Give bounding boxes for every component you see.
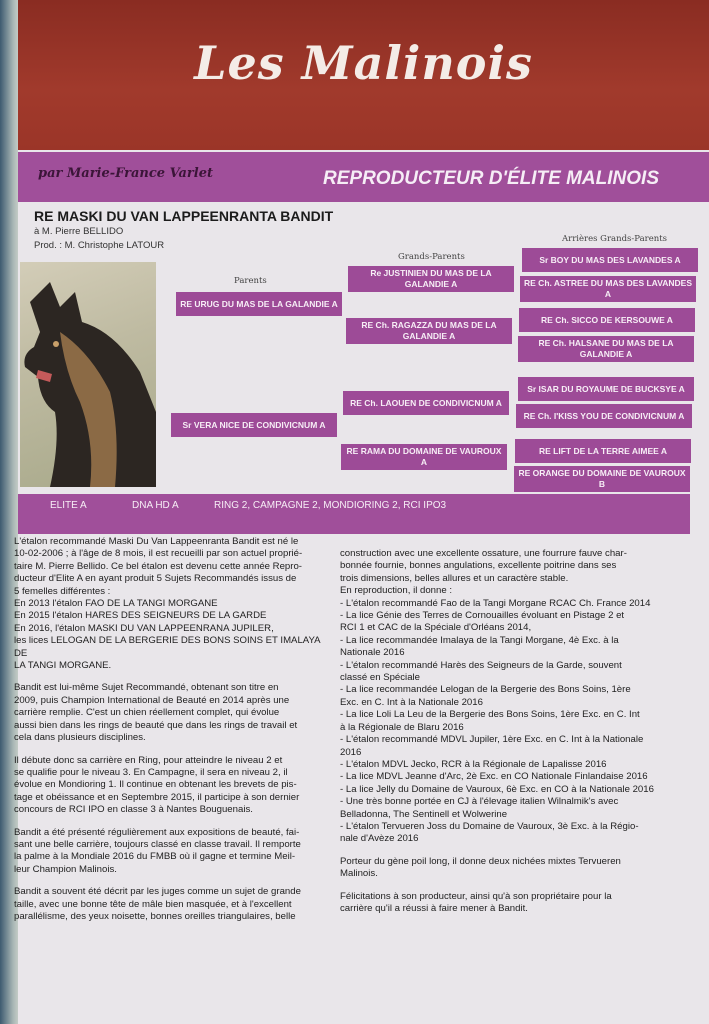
text-line: - La lice recommandée Imalaya de la Tangi Morgane, 4è Exc. à la — [340, 634, 619, 646]
text-line: se qualifie pour le niveau 3. En Campagne, il sera en niveau 2, il — [14, 766, 288, 778]
text-line: parallélisme, des yeux noisette, bonnes oreilles triangulaires, belle — [14, 910, 296, 922]
text-line: Porteur du gène poil long, il donne deux nichées mixtes Tervueren — [340, 855, 621, 867]
text-line: En 2016, l'étalon MASKI DU VAN LAPPEENRANA JUPILER, — [14, 622, 274, 634]
text-line: évolue en Mondioring 1. Il continue en obtenant les brevets de pis- — [14, 779, 297, 791]
elite-title: ELITE A — [50, 500, 87, 511]
pedigree-great-grandparent: Sr ISAR DU ROYAUME DE BUCKSYE A — [518, 377, 694, 401]
paragraph — [340, 856, 686, 881]
text-line: En reproduction, il donne : — [340, 585, 453, 597]
pedigree-grandparent: RE Ch. LAOUEN DE CONDIVICNUM A — [343, 391, 509, 415]
paragraph — [340, 891, 686, 916]
parents-header: Parents — [234, 276, 267, 286]
text-line: - L'étalon recommandé Fao de la Tangi Morgane RCAC Ch. France 2014 — [340, 597, 651, 609]
text-line: Nationale 2016 — [340, 647, 405, 659]
text-line: concours de RCI IPO en classe 3 à Nantes Bouguenais. — [14, 804, 253, 816]
text-line: sant une belle carrière, toujours classé en classe travail. Il remporte — [14, 838, 301, 850]
text-line: - La lice Génie des Terres de Cornouailles évoluant en Pistage 2 et — [340, 610, 625, 622]
pedigree-great-grandparent: RE Ch. SICCO DE KERSOUWE A — [519, 308, 695, 332]
work-titles: RING 2, CAMPAGNE 2, MONDIORING 2, RCI IPO3 — [214, 500, 447, 511]
grandparents-header: Grands-Parents — [398, 252, 465, 262]
pedigree-great-grandparent: RE Ch. I'KISS YOU DE CONDIVICNUM A — [516, 404, 692, 428]
pedigree-great-grandparent: Sr BOY DU MAS DES LAVANDES A — [522, 248, 698, 272]
text-line: trois dimensions, belles allures et un caractère stable. — [340, 572, 569, 584]
text-line: - La lice recommandée Lelogan de la Bergerie des Bons Soins, 1ère — [340, 684, 631, 696]
text-line: - L'étalon recommandé MDVL Jupiler, 1ère Exc. en C. Int à la Nationale — [340, 734, 644, 746]
dog-name: RE MASKI DU VAN LAPPEENRANTA BANDIT — [34, 208, 334, 224]
pedigree-sire: RE URUG DU MAS DE LA GALANDIE A — [176, 292, 342, 316]
text-line: leur Champion Malinois. — [14, 863, 117, 875]
text-line: L'étalon recommandé Maski Du Van Lappeenranta Bandit est né le — [14, 536, 299, 547]
paragraph — [340, 548, 686, 846]
text-line: 10-02-2006 ; à l'âge de 8 mois, il est recueilli par son actuel proprié- — [14, 548, 303, 560]
article-left-column — [14, 536, 334, 933]
text-line: Il débute donc sa carrière en Ring, pour atteindre le niveau 2 et — [14, 754, 283, 766]
text-line: - L'étalon MDVL Jecko, RCR à la Régionale de Lapalisse 2016 — [340, 758, 607, 770]
text-line: carrière qu'il a réussi à faire mener à Bandit. — [340, 902, 528, 914]
text-line: bonnée fournie, bonnes angulations, excellente poitrine dans ses — [340, 560, 617, 572]
text-line: En 2013 l'étalon FAO DE LA TANGI MORGANE — [14, 598, 218, 610]
magazine-title: Les Malinois — [194, 36, 533, 90]
pedigree-great-grandparent: RE LIFT DE LA TERRE AIMEE A — [515, 439, 691, 463]
text-line: nale d'Avèze 2016 — [340, 833, 419, 845]
text-line: - La lice MDVL Jeanne d'Arc, 2è Exc. en CO Nationale Finlandaise 2016 — [340, 771, 648, 783]
text-line: Malinois. — [340, 868, 378, 880]
text-line: 2016 — [340, 746, 362, 758]
author-byline: par Marie-France Varlet — [38, 166, 213, 181]
paragraph — [14, 682, 334, 744]
text-line: carrière remplie. C'est un chien réellement complet, qui évolue — [14, 707, 280, 719]
pedigree-grandparent: RE RAMA DU DOMAINE DE VAUROUX A — [341, 444, 507, 470]
text-line: En 2015 l'étalon HARES DES SEIGNEURS DE LA GARDE — [14, 610, 267, 622]
article-right-column — [340, 548, 686, 925]
dog-photo — [20, 262, 156, 487]
text-line: 5 femelles différentes : — [14, 585, 111, 597]
text-line: - L'étalon recommandé Harès des Seigneurs de la Garde, souvent — [340, 659, 622, 671]
text-line: la palme à la Mondiale 2016 du FMBB où il gagne et termine Meil- — [14, 851, 296, 863]
text-line: aussi bien dans les rings de beauté que dans les rings de travail et — [14, 719, 298, 731]
text-line: taire M. Pierre Bellido. Ce bel étalon est devenu cette année Repro- — [14, 560, 302, 572]
text-line: - La lice Jelly du Domaine de Vauroux, 6è Exc. en CO à la Nationale 2016 — [340, 783, 654, 795]
owner-line: à M. Pierre BELLIDO — [34, 226, 124, 237]
paragraph — [14, 886, 334, 923]
dna-title: DNA HD A — [132, 500, 179, 511]
section-title: REPRODUCTEUR D'ÉLITE MALINOIS — [323, 168, 659, 189]
text-line: Belladonna, The Sentinell et Wolwerine — [340, 808, 508, 820]
paragraph — [14, 755, 334, 817]
text-line: classé en Spéciale — [340, 672, 420, 684]
text-line: 2009, puis Champion International de Beauté en 2014 après une — [14, 694, 290, 706]
paragraph — [14, 536, 334, 672]
pedigree-dam: Sr VERA NICE DE CONDIVICNUM A — [171, 413, 337, 437]
text-line: RCI 1 et CAC de la Spéciale d'Orléans 2014, — [340, 622, 532, 634]
text-line: cela dans plusieurs disciplines. — [14, 732, 146, 744]
text-line: Félicitations à son producteur, ainsi qu'à son propriétaire pour la — [340, 890, 612, 902]
text-line: tage et obéissance et en Septembre 2015, il participe à son dernier — [14, 791, 300, 803]
pedigree-grandparent: Re JUSTINIEN DU MAS DE LA GALANDIE A — [348, 266, 514, 292]
magazine-page — [14, 0, 709, 1024]
text-line: ducteur d'Elite A en ayant produit 5 Sujets Recommandés issus de — [14, 573, 297, 585]
text-line: LA TANGI MORGANE. — [14, 660, 112, 672]
text-line: Bandit est lui-même Sujet Recommandé, obtenant son titre en — [14, 682, 279, 694]
paragraph — [14, 827, 334, 877]
pedigree-great-grandparent: RE Ch. HALSANE DU MAS DE LA GALANDIE A — [518, 336, 694, 362]
text-line: taille, avec une bonne tête de mâle bien masquée, et à l'excellent — [14, 898, 292, 910]
text-line: Bandit a souvent été décrit par les juges comme un sujet de grande — [14, 886, 301, 898]
pedigree-great-grandparent: RE Ch. ASTREE DU MAS DES LAVANDES A — [520, 276, 696, 302]
text-line: les lices LELOGAN DE LA BERGERIE DES BONS SOINS ET IMALAYA DE — [14, 635, 321, 659]
text-line: à la Régionale de Blaru 2016 — [340, 721, 464, 733]
text-line: construction avec une excellente ossature, une fourrure fauve char- — [340, 548, 627, 559]
pedigree-grandparent: RE Ch. RAGAZZA DU MAS DE LA GALANDIE A — [346, 318, 512, 344]
text-line: - L'étalon Tervueren Joss du Domaine de Vauroux, 3è Exc. à la Régio- — [340, 820, 639, 832]
text-line: Exc. en C. Int à la Nationale 2016 — [340, 696, 483, 708]
producer-line: Prod. : M. Christophe LATOUR — [34, 240, 165, 251]
text-line: - Une très bonne portée en CJ à l'élevage italien Wilnalmik's avec — [340, 796, 619, 808]
text-line: Bandit a été présenté régulièrement aux expositions de beauté, fai- — [14, 826, 300, 838]
titles-strip — [18, 494, 690, 534]
pedigree-great-grandparent: RE ORANGE DU DOMAINE DE VAUROUX B — [514, 466, 690, 492]
text-line: - La lice Loli La Leu de la Bergerie des Bons Soins, 1ère Exc. en C. Int — [340, 709, 640, 721]
great-grandparents-header: Arrières Grands-Parents — [562, 234, 667, 244]
